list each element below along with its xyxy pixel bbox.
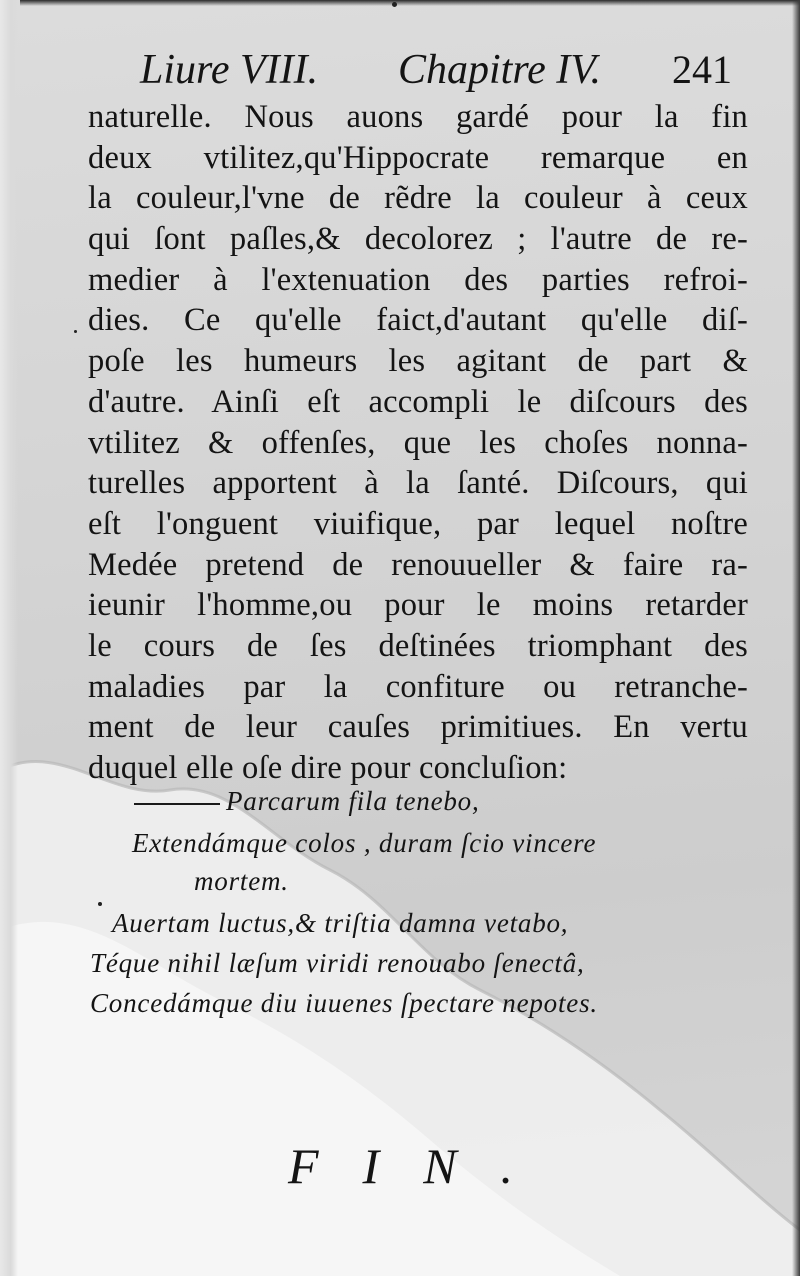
text-line: turelles apportent à la ſanté. Diſcours, qui	[88, 465, 748, 502]
text-line: eſt l'onguent viuifique, par lequel noſtre	[88, 505, 748, 542]
body-paragraph	[88, 97, 748, 789]
text-line: deux vtilitez,qu'Hippocrate remarque en	[88, 139, 748, 176]
text-line: medier à l'extenuation des parties refroi-	[88, 261, 748, 298]
text-line: naturelle. Nous auons gardé pour la fin	[88, 99, 748, 135]
running-header	[140, 44, 780, 96]
ink-speck	[98, 902, 102, 906]
text-line: Medée pretend de renouueller & faire ra-	[88, 546, 748, 583]
verse-line-2: Extendámque colos , duram ſcio vincere	[132, 828, 597, 858]
book-title: Liure VIII.	[140, 47, 319, 93]
verse-line-4: Auertam luctus,& triſtia damna vetabo,	[112, 908, 569, 938]
page-right-edge	[792, 0, 800, 1276]
fin-text: FIN.	[288, 1138, 558, 1194]
verse-dash	[134, 803, 220, 805]
text-line: poſe les humeurs les agitant de part &	[88, 343, 748, 380]
ink-speck	[392, 2, 397, 7]
page-top-edge	[20, 0, 800, 6]
text-line: la couleur,l'vne de rẽdre la couleur à ceux	[88, 180, 748, 217]
text-line: duquel elle oſe dire pour concluſion:	[88, 750, 568, 786]
text-line: le cours de ſes deſtinées triomphant des	[88, 627, 748, 664]
chapter-title: Chapitre IV.	[398, 47, 602, 93]
verse-line-1	[134, 784, 480, 818]
text-line: ment de leur cauſes primitiues. En vertu	[88, 709, 748, 746]
text-line: ieunir l'homme,ou pour le moins retarder	[88, 587, 748, 624]
text-line: maladies par la confiture ou retranche-	[88, 668, 748, 705]
verse-line-3: mortem.	[194, 866, 289, 896]
verse-line-5: Téque nihil læſum viridi renouabo ſenectâ,	[90, 948, 585, 978]
text-line: d'autre. Ainſi eſt accompli le diſcours des	[88, 383, 748, 420]
text-line: dies. Ce qu'elle faict,d'autant qu'elle diſ-	[88, 302, 748, 339]
ink-speck	[74, 330, 77, 333]
verse-line-6: Concedámque diu iuuenes ſpectare nepotes.	[90, 988, 598, 1018]
text-line: qui ſont paſles,& decolorez ; l'autre de re-	[88, 221, 748, 258]
text-line: vtilitez & offenſes, que les choſes nonna-	[88, 424, 748, 461]
verse-text: Parcarum fila tenebo,	[226, 786, 480, 816]
page-left-edge	[0, 0, 18, 1276]
page-number: 241	[672, 47, 732, 92]
